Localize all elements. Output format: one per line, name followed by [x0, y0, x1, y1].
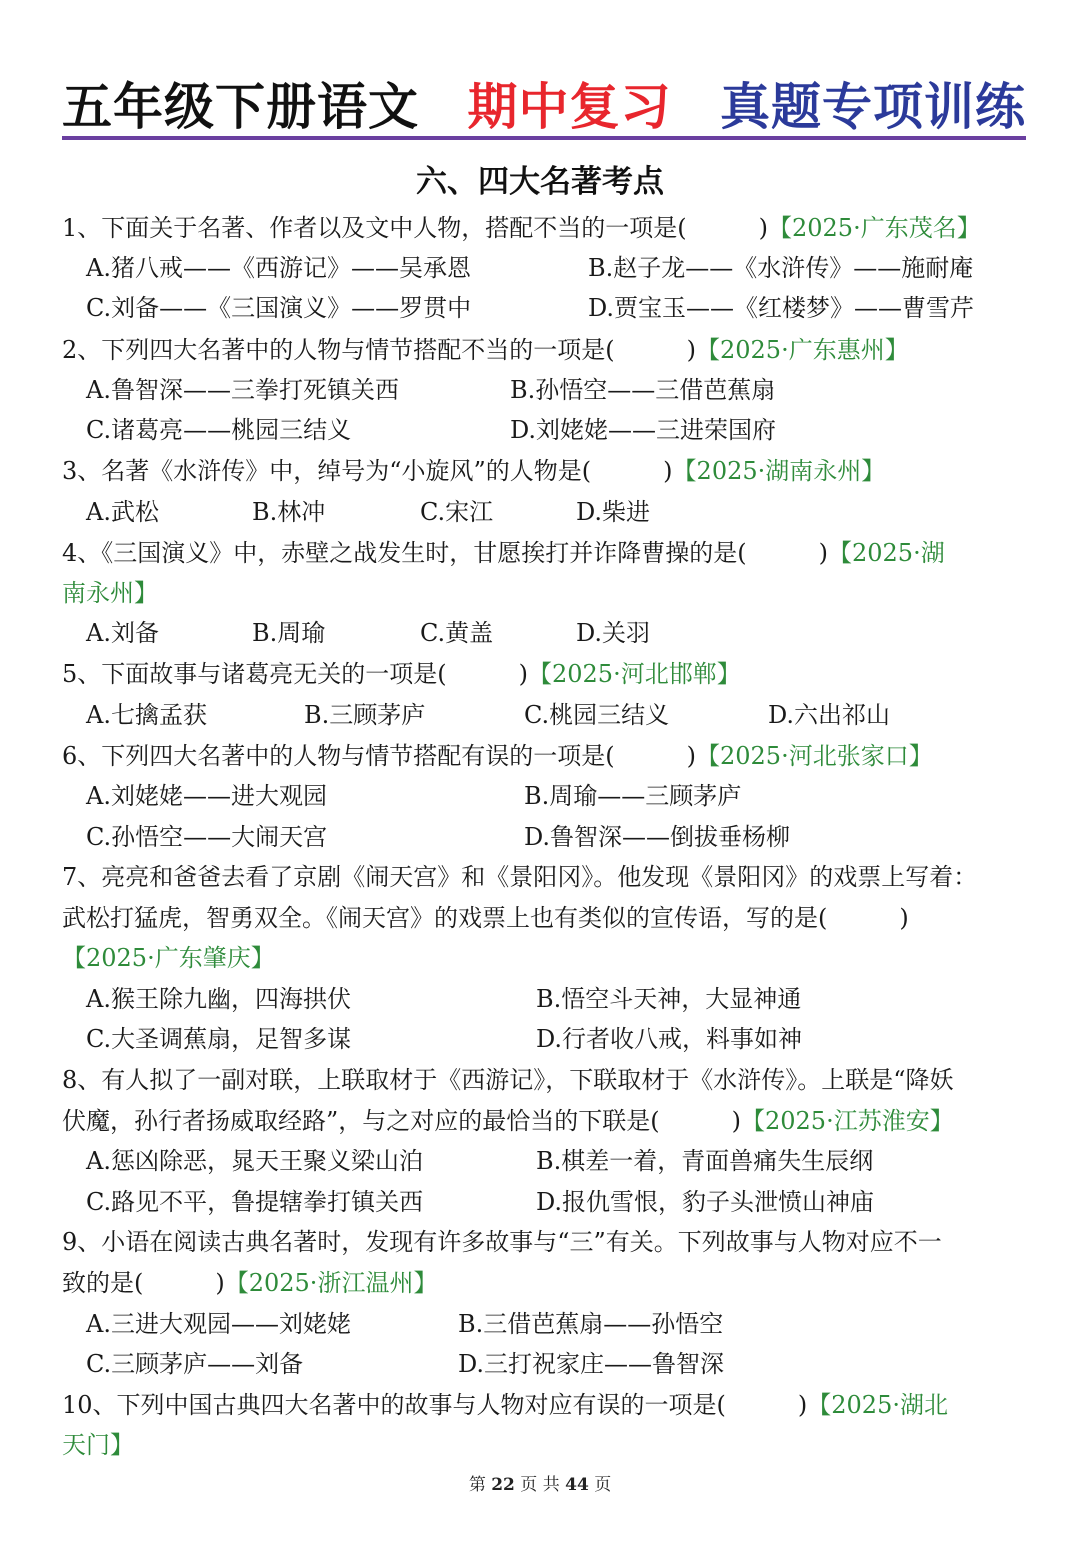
q7-option-a: A.猴王除九幽，四海拱伏 — [86, 985, 351, 1013]
q9-option-d: D.三打祝家庄——鲁智深 — [458, 1350, 725, 1378]
q3-option-a: A.武松 — [86, 498, 159, 526]
question-1-source: 【2025·广东茂名】 — [768, 214, 981, 242]
q1-option-b: B.赵子龙——《水浒传》——施耐庵 — [588, 254, 974, 282]
q5-option-b: B.三顾茅庐 — [304, 701, 426, 729]
q1-option-a: A.猪八戒——《西游记》——吴承恩 — [86, 254, 471, 282]
q3-option-b: B.林冲 — [252, 498, 326, 526]
question-7-line-2: 武松打猛虎，智勇双全。《闹天宫》的戏票上也有类似的宣传语，写的是( ) — [62, 904, 909, 932]
question-3: 3、名著《水浒传》中，绰号为“小旋风”的人物是( )【2025·湖南永州】 — [62, 457, 886, 485]
q5-option-c: C.桃园三结义 — [524, 701, 670, 729]
q4-option-c: C.黄盖 — [420, 619, 494, 647]
question-1: 1、下面关于名著、作者以及文中人物，搭配不当的一项是( )【2025·广东茂名】 — [62, 214, 981, 242]
question-9-source: 【2025·浙江温州】 — [224, 1269, 438, 1297]
total-pages: 44 — [565, 1475, 589, 1495]
question-10-source-cont: 天门】 — [62, 1431, 134, 1459]
section-title: 六、四大名著考点 — [416, 164, 664, 200]
header-practice-title: 真题专项训练 — [720, 78, 1026, 136]
q5-option-d: D.六出祁山 — [768, 701, 891, 729]
q6-option-a: A.刘姥姥——进大观园 — [86, 782, 327, 810]
q8-option-a: A.惩凶除恶，晁天王聚义梁山泊 — [86, 1147, 423, 1175]
q2-option-a: A.鲁智深——三拳打死镇关西 — [86, 376, 399, 404]
question-9-line-1: 9、小语在阅读古典名著时，发现有许多故事与“三”有关。下列故事与人物对应不一 — [62, 1228, 942, 1256]
q4-option-b: B.周瑜 — [252, 619, 326, 647]
question-10-source: 【2025·湖北 — [807, 1391, 948, 1419]
q8-option-d: D.报仇雪恨，豹子头泄愤山神庙 — [536, 1188, 875, 1216]
q9-option-a: A.三进大观园——刘姥姥 — [86, 1310, 351, 1338]
q3-option-c: C.宋江 — [420, 498, 494, 526]
header-midterm-review: 期中复习 — [467, 78, 672, 136]
q3-option-d: D.柴进 — [576, 498, 651, 526]
question-5: 5、下面故事与诸葛亮无关的一项是( )【2025·河北邯郸】 — [62, 660, 741, 688]
question-8-line-2: 伏魔，孙行者扬威取经路”，与之对应的最恰当的下联是( )【2025·江苏淮安】 — [62, 1107, 954, 1135]
question-3-source: 【2025·湖南永州】 — [672, 457, 886, 485]
q2-option-b: B.孙悟空——三借芭蕉扇 — [510, 376, 776, 404]
q1-option-c: C.刘备——《三国演义》——罗贯中 — [86, 294, 472, 322]
question-10: 10、下列中国古典四大名著中的故事与人物对应有误的一项是( )【2025·湖北 — [62, 1391, 948, 1419]
q4-option-a: A.刘备 — [86, 619, 159, 647]
q9-option-b: B.三借芭蕉扇——孙悟空 — [458, 1310, 724, 1338]
page-number: 第 22 页 共 44 页 — [468, 1475, 612, 1495]
q5-option-a: A.七擒孟获 — [86, 701, 207, 729]
q9-option-c: C.三顾茅庐——刘备 — [86, 1350, 304, 1378]
q8-option-b: B.棋差一着，青面兽痛失生辰纲 — [536, 1147, 874, 1175]
question-4-source: 【2025·湖 — [828, 539, 945, 567]
question-4: 4、《三国演义》中，赤壁之战发生时，甘愿挨打并诈降曹操的是( )【2025·湖 — [62, 539, 945, 567]
q6-option-c: C.孙悟空——大闹天宫 — [86, 823, 328, 851]
question-2: 2、下列四大名著中的人物与情节搭配不当的一项是( )【2025·广东惠州】 — [62, 336, 909, 364]
question-7-source: 【2025·广东肇庆】 — [62, 944, 275, 972]
q8-option-c: C.路见不平，鲁提辖拳打镇关西 — [86, 1188, 424, 1216]
question-5-source: 【2025·河北邯郸】 — [528, 660, 741, 688]
q7-option-b: B.悟空斗天神，大显神通 — [536, 985, 802, 1013]
question-8-line-1: 8、有人拟了一副对联，上联取材于《西游记》，下联取材于《水浒传》。上联是“降妖 — [62, 1066, 954, 1094]
q1-option-d: D.贾宝玉——《红楼梦》——曹雪芹 — [588, 294, 975, 322]
q6-option-d: D.鲁智深——倒拔垂杨柳 — [524, 823, 791, 851]
q6-option-b: B.周瑜——三顾茅庐 — [524, 782, 742, 810]
q2-option-c: C.诸葛亮——桃园三结义 — [86, 416, 352, 444]
question-6: 6、下列四大名著中的人物与情节搭配有误的一项是( )【2025·河北张家口】 — [62, 742, 933, 770]
header-grade-title: 五年级下册语文 — [62, 78, 419, 136]
question-7-line-1: 7、亮亮和爸爸去看了京剧《闹天宫》和《景阳冈》。他发现《景阳冈》的戏票上写着： — [62, 863, 978, 891]
q2-option-d: D.刘姥姥——三进荣国府 — [510, 416, 777, 444]
question-4-source-cont: 南永州】 — [62, 579, 158, 607]
q4-option-d: D.关羽 — [576, 619, 651, 647]
page-header — [62, 70, 1026, 136]
current-page: 22 — [491, 1475, 515, 1495]
question-8-source: 【2025·江苏淮安】 — [741, 1107, 954, 1135]
question-2-source: 【2025·广东惠州】 — [696, 336, 909, 364]
question-6-source: 【2025·河北张家口】 — [696, 742, 933, 770]
q7-option-c: C.大圣调蕉扇，足智多谋 — [86, 1025, 352, 1053]
question-9-line-2: 致的是( )【2025·浙江温州】 — [62, 1269, 438, 1297]
header-divider — [62, 136, 1026, 140]
q7-option-d: D.行者收八戒，料事如神 — [536, 1025, 803, 1053]
